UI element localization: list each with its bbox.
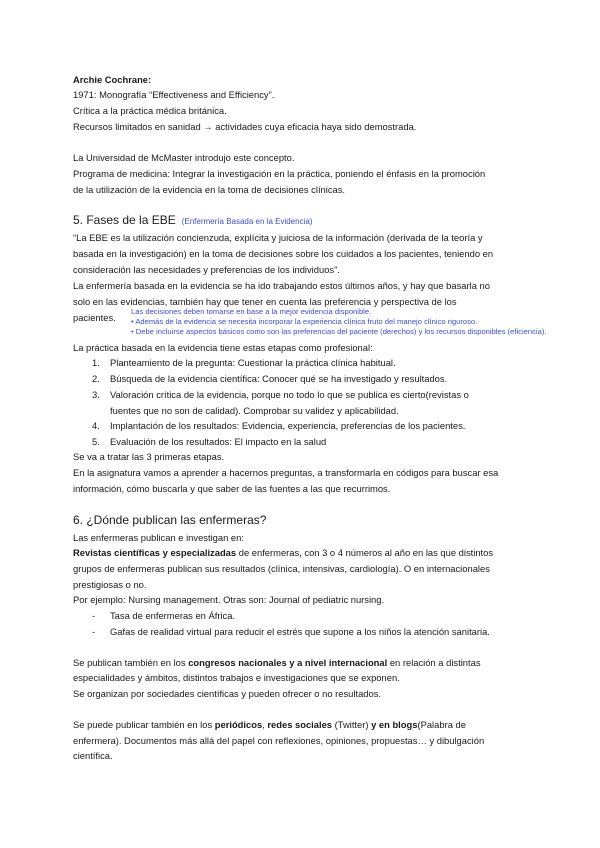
paragraph-line xyxy=(73,719,466,731)
intro-line: 1971: Monografía “Effectiveness and Efficiency”. xyxy=(73,89,275,100)
stages-intro: La práctica basada en la evidencia tiene estas etapas como profesional: xyxy=(73,342,373,353)
mcmaster-line: de la utilización de la evidencia en la toma de decisiones clínicas. xyxy=(73,184,346,195)
bold-text: congresos nacionales y a nivel internacional xyxy=(188,657,388,668)
quote-line: “La EBE es la utilización concienzuda, explícita y juiciosa de la información (derivada de la teoría y xyxy=(73,232,483,243)
list-item xyxy=(92,420,465,432)
section-5-heading xyxy=(73,213,312,229)
paragraph-line xyxy=(73,657,481,669)
section-5-title-note: (Enfermería Basada en la Evidencia) xyxy=(181,217,313,226)
list-item xyxy=(92,626,490,638)
quote-line: consideración las necesidades y preferencias de los individuos”. xyxy=(73,264,340,275)
paragraph-line: Se organizan por sociedades científicas y pueden ofrecer o no resultados. xyxy=(73,688,382,699)
list-text: Gafas de realidad virtual para reducir el estrés que supone a los niños la atención sanitaria. xyxy=(110,626,490,637)
text: (Twitter) xyxy=(332,719,372,730)
handwritten-note: Las decisiones deben tomarse en base a la mejor evidencia disponible. xyxy=(131,307,372,316)
list-item-continuation: fuentes que no son de calidad). Comprobar su validez y aplicabilidad. xyxy=(110,405,399,416)
list-number: 1. xyxy=(92,357,100,368)
text: de enfermeras, con 3 o 4 números al año en las que distintos xyxy=(236,547,494,558)
list-number: 2. xyxy=(92,373,100,384)
handwritten-note: • Además de la evidencia se necesita incorporar la experiencia clínica fruto del manejo clínico riguroso. xyxy=(131,317,478,326)
mcmaster-line: La Universidad de McMaster introdujo este concepto. xyxy=(73,152,295,163)
text: , xyxy=(262,719,268,730)
list-item xyxy=(92,373,447,385)
paragraph-line: solo en las evidencias, también hay que tener en cuenta las preferencia y perspectiva de los xyxy=(73,296,457,307)
paragraph-line: enfermera). Documentos más allá del papel con reflexiones, opiniones, propuestas… y dibulgación xyxy=(73,735,485,746)
list-text: Tasa de enfermeras en África. xyxy=(110,610,236,621)
list-number: 3. xyxy=(92,389,100,400)
bold-text: Revistas científicas y especializadas xyxy=(73,547,237,558)
list-item xyxy=(92,436,326,448)
paragraph-line: especialidades y ámbitos, distintos trabajos e investigaciones que se exponen. xyxy=(73,672,400,683)
paragraph-line: En la asignatura vamos a aprender a hacernos preguntas, a transformarla en códigos para buscar esa xyxy=(73,467,499,478)
text: Se publican también en los xyxy=(73,657,189,668)
handwritten-note: • Debe incluirse aspectos básicos como son las preferencias del paciente (derechos) y los recursos disponibles (eficiencia). xyxy=(131,327,547,336)
list-dash: - xyxy=(92,626,96,637)
paragraph-line: Las enfermeras publican e investigan en: xyxy=(73,532,244,543)
intro-line: Recursos limitados en sanidad → actividades cuya eficacia haya sido demostrada. xyxy=(73,121,417,132)
list-text: Evaluación de los resultados: El impacto en la salud xyxy=(110,436,327,447)
paragraph-line: Por ejemplo: Nursing management. Otras son: Journal of pediatric nursing. xyxy=(73,594,385,605)
paragraph-line: Se va a tratar las 3 primeras etapas. xyxy=(73,451,225,462)
paragraph-line: La enfermería basada en la evidencia se ha ido trabajando estos últimos años, y hay que basarla no xyxy=(73,280,490,291)
list-item xyxy=(92,389,469,401)
intro-name: Archie Cochrane: xyxy=(73,74,152,85)
paragraph-line: pacientes. xyxy=(73,312,116,323)
list-number: 5. xyxy=(92,436,100,447)
paragraph-line: grupos de enfermeras publican sus resultados (clínica, intensivas, cardiología). O en internacionales xyxy=(73,563,490,574)
section-5-title: 5. Fases de la EBE xyxy=(73,213,176,227)
paragraph-line: prestigiosas o no. xyxy=(73,579,147,590)
paragraph-line: científica. xyxy=(73,750,113,761)
list-text: Planteamiento de la pregunta: Cuestionar la práctica clínica habitual. xyxy=(110,357,396,368)
text: Se puede publicar también en los xyxy=(73,719,215,730)
paragraph-line xyxy=(73,547,493,559)
list-text: Valoración crítica de la evidencia, porque no todo lo que se publica es cierto(revistas o xyxy=(110,389,469,400)
paragraph-line: información, cómo buscarla y que saber de las fuentes a las que recurrimos. xyxy=(73,483,391,494)
bold-text: periódicos xyxy=(214,719,263,730)
text: en relación a distintas xyxy=(387,657,481,668)
list-number: 4. xyxy=(92,420,100,431)
mcmaster-line: Programa de medicina: Integrar la investigación en la práctica, poniendo el énfasis en la promoción xyxy=(73,168,486,179)
section-6-title: 6. ¿Dónde publican las enfermeras? xyxy=(73,513,267,527)
list-text: Búsqueda de la evidencia científica: Conocer qué se ha investigado y resultados. xyxy=(110,373,448,384)
intro-line: Crítica a la práctica médica británica. xyxy=(73,105,227,116)
bold-text: y en blogs xyxy=(371,719,418,730)
list-item xyxy=(92,610,235,622)
bold-text: redes sociales xyxy=(267,719,333,730)
text: (Palabra de xyxy=(417,719,466,730)
list-item xyxy=(92,357,396,369)
quote-line: basada en la investigación) en la toma de decisiones sobre los cuidados a los pacientes, teniendo en xyxy=(73,248,494,259)
list-text: Implantación de los resultados: Evidencia, experiencia, preferencias de los pacientes. xyxy=(110,420,466,431)
list-dash: - xyxy=(92,610,96,621)
